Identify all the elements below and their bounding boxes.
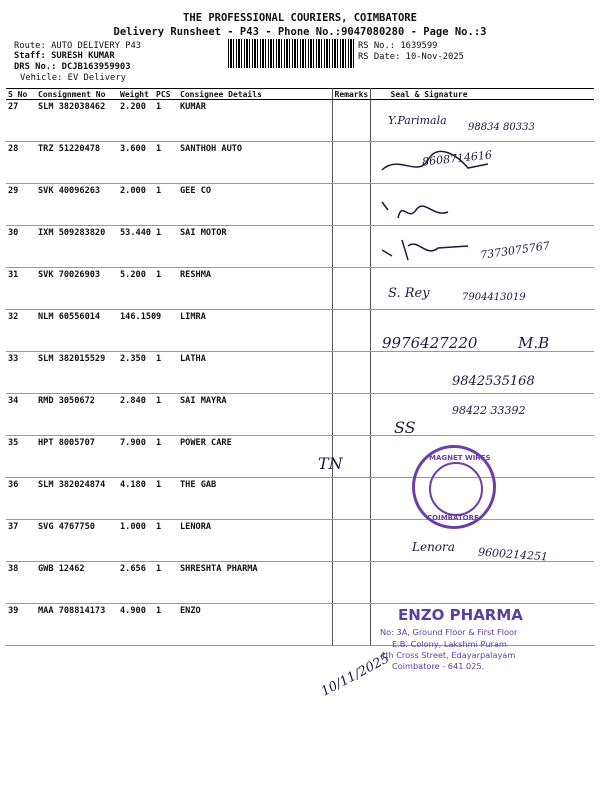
rs-number: RS No.: 1639599	[358, 41, 438, 51]
pharma-stamp-address: No: 3A, Ground Floor & First Floor	[380, 627, 518, 637]
pharma-stamp-address: 4th Cross Street, Edayarpalayam	[380, 650, 516, 660]
cell-sno: 37	[6, 520, 36, 562]
cell-remarks	[332, 520, 370, 562]
cell-sno: 35	[6, 436, 36, 478]
table-row	[6, 478, 594, 520]
cell-weight: 4.180	[118, 478, 154, 520]
cell-consignee: LENORA	[178, 520, 332, 562]
cell-consignment: HPT 8005707	[36, 436, 118, 478]
cell-pcs: 1	[154, 352, 178, 394]
handwritten-date: 10/11/2025	[318, 651, 393, 700]
handwritten-phone: 9842535168	[452, 374, 535, 389]
handwritten-name: Y.Parimala	[388, 114, 447, 127]
company-stamp	[412, 445, 496, 529]
cell-remarks	[332, 226, 370, 268]
table-row	[6, 310, 594, 352]
route-label: Route: AUTO DELIVERY P43	[14, 41, 142, 51]
cell-consignee: SANTHOH AUTO	[178, 142, 332, 184]
cell-pcs: 1	[154, 520, 178, 562]
col-header-consignment: Consignment No	[36, 89, 118, 100]
cell-sno: 30	[6, 226, 36, 268]
handwritten-phone: 7904413019	[462, 292, 526, 303]
cell-consignment: NLM 60556014	[36, 310, 118, 352]
cell-consignment: SLM 382015529	[36, 352, 118, 394]
cell-remarks	[332, 604, 370, 646]
cell-sno: 34	[6, 394, 36, 436]
table-row	[6, 142, 594, 184]
handwritten-phone: 9600214251	[477, 545, 549, 564]
runsheet-title: THE PROFESSIONAL COURIERS, COIMBATORE	[183, 12, 417, 24]
col-header-remarks: Remarks	[332, 89, 370, 100]
handwritten-remark: TN	[318, 454, 343, 473]
handwritten-mark: SS	[394, 418, 416, 437]
cell-pcs: 1	[154, 436, 178, 478]
drs-number: DRS No.: DCJB163959903	[14, 62, 131, 72]
cell-remarks	[332, 142, 370, 184]
cell-consignment: GWB 12462	[36, 562, 118, 604]
table-row	[6, 268, 594, 310]
cell-pcs: 1	[154, 226, 178, 268]
cell-weight: 4.900	[118, 604, 154, 646]
cell-consignee: RESHMA	[178, 268, 332, 310]
signature-scribble	[378, 198, 468, 224]
cell-consignment: MAA 708814173	[36, 604, 118, 646]
table-row	[6, 100, 594, 142]
cell-weight: 2.200	[118, 100, 154, 142]
cell-pcs: 9	[154, 310, 178, 352]
cell-pcs: 1	[154, 394, 178, 436]
handwritten-phone: 8608714616	[421, 148, 493, 169]
cell-sno: 36	[6, 478, 36, 520]
pharma-stamp-address: Coimbatore - 641 025.	[392, 661, 485, 671]
cell-consignment: RMD 3050672	[36, 394, 118, 436]
pharma-stamp-name: ENZO PHARMA	[398, 606, 523, 624]
cell-weight: 2.656	[118, 562, 154, 604]
cell-consignee: POWER CARE	[178, 436, 332, 478]
handwritten-name: Lenora	[412, 540, 455, 554]
table-row	[6, 184, 594, 226]
cell-consignee: THE GAB	[178, 478, 332, 520]
cell-consignee: SAI MOTOR	[178, 226, 332, 268]
cell-weight: 146.150	[118, 310, 154, 352]
table-row	[6, 562, 594, 604]
cell-sno: 29	[6, 184, 36, 226]
cell-sno: 32	[6, 310, 36, 352]
cell-pcs: 1	[154, 268, 178, 310]
cell-pcs: 1	[154, 478, 178, 520]
cell-pcs: 1	[154, 562, 178, 604]
cell-sno: 39	[6, 604, 36, 646]
stamp-text: MAGNET WIRES	[429, 454, 491, 462]
cell-pcs: 1	[154, 100, 178, 142]
col-header-signature: Seal & Signature	[370, 89, 594, 100]
handwritten-name: S. Rey	[388, 286, 430, 301]
cell-signature	[370, 562, 594, 604]
col-header-pcs: PCS	[154, 89, 178, 100]
staff-label: Staff: SURESH KUMAR	[14, 51, 115, 61]
stamp-text: COIMBATORE	[427, 514, 479, 522]
cell-consignee: LATHA	[178, 352, 332, 394]
cell-remarks	[332, 268, 370, 310]
signature-scribble	[378, 150, 498, 180]
handwritten-phone: 7373075767	[479, 239, 551, 262]
cell-weight: 3.600	[118, 142, 154, 184]
handwritten-phone: 98422 33392	[452, 404, 526, 417]
handwritten-phone: 9976427220	[382, 334, 478, 352]
col-header-consignee: Consignee Details	[178, 89, 332, 100]
handwritten-phone: 98834 80333	[468, 122, 535, 133]
handwritten-initials: M.B	[518, 334, 550, 352]
rs-date: RS Date: 10-Nov-2025	[358, 52, 464, 62]
cell-consignee: SHRESHTA PHARMA	[178, 562, 332, 604]
cell-consignment: SLM 382024874	[36, 478, 118, 520]
cell-consignment: SVG 4767750	[36, 520, 118, 562]
cell-remarks	[332, 184, 370, 226]
vehicle-label: Vehicle: EV Delivery	[20, 73, 126, 83]
cell-weight: 2.000	[118, 184, 154, 226]
cell-remarks	[332, 562, 370, 604]
cell-weight: 7.900	[118, 436, 154, 478]
cell-consignment: SVK 70026903	[36, 268, 118, 310]
barcode	[228, 39, 356, 68]
cell-consignee: LIMRA	[178, 310, 332, 352]
cell-remarks	[332, 310, 370, 352]
cell-remarks	[332, 394, 370, 436]
cell-pcs: 1	[154, 142, 178, 184]
cell-weight: 2.350	[118, 352, 154, 394]
cell-consignee: SAI MAYRA	[178, 394, 332, 436]
cell-consignment: SLM 382038462	[36, 100, 118, 142]
cell-consignee: GEE CO	[178, 184, 332, 226]
cell-pcs: 1	[154, 604, 178, 646]
cell-weight: 1.000	[118, 520, 154, 562]
cell-sno: 28	[6, 142, 36, 184]
cell-pcs: 1	[154, 184, 178, 226]
col-header-sno: S No	[6, 89, 36, 100]
cell-consignee: KUMAR	[178, 100, 332, 142]
cell-consignment: TRZ 51220478	[36, 142, 118, 184]
cell-weight: 53.440	[118, 226, 154, 268]
cell-sno: 31	[6, 268, 36, 310]
cell-remarks	[332, 352, 370, 394]
runsheet-subtitle: Delivery Runsheet - P43 - Phone No.:9047080280 - Page No.:3	[113, 26, 487, 38]
table-row	[6, 436, 594, 478]
cell-remarks	[332, 478, 370, 520]
runsheet-table	[6, 88, 594, 646]
cell-consignment: IXM 509283820	[36, 226, 118, 268]
cell-consignment: SVK 40096263	[36, 184, 118, 226]
cell-sno: 33	[6, 352, 36, 394]
cell-weight: 5.200	[118, 268, 154, 310]
cell-sno: 27	[6, 100, 36, 142]
pharma-stamp-address: E.B. Colony, Lakshmi Puram	[392, 639, 507, 649]
table-header-row	[6, 89, 594, 100]
col-header-weight: Weight	[118, 89, 154, 100]
cell-remarks	[332, 100, 370, 142]
cell-sno: 38	[6, 562, 36, 604]
stamp-inner-ring	[429, 462, 483, 516]
cell-consignee: ENZO	[178, 604, 332, 646]
cell-weight: 2.840	[118, 394, 154, 436]
